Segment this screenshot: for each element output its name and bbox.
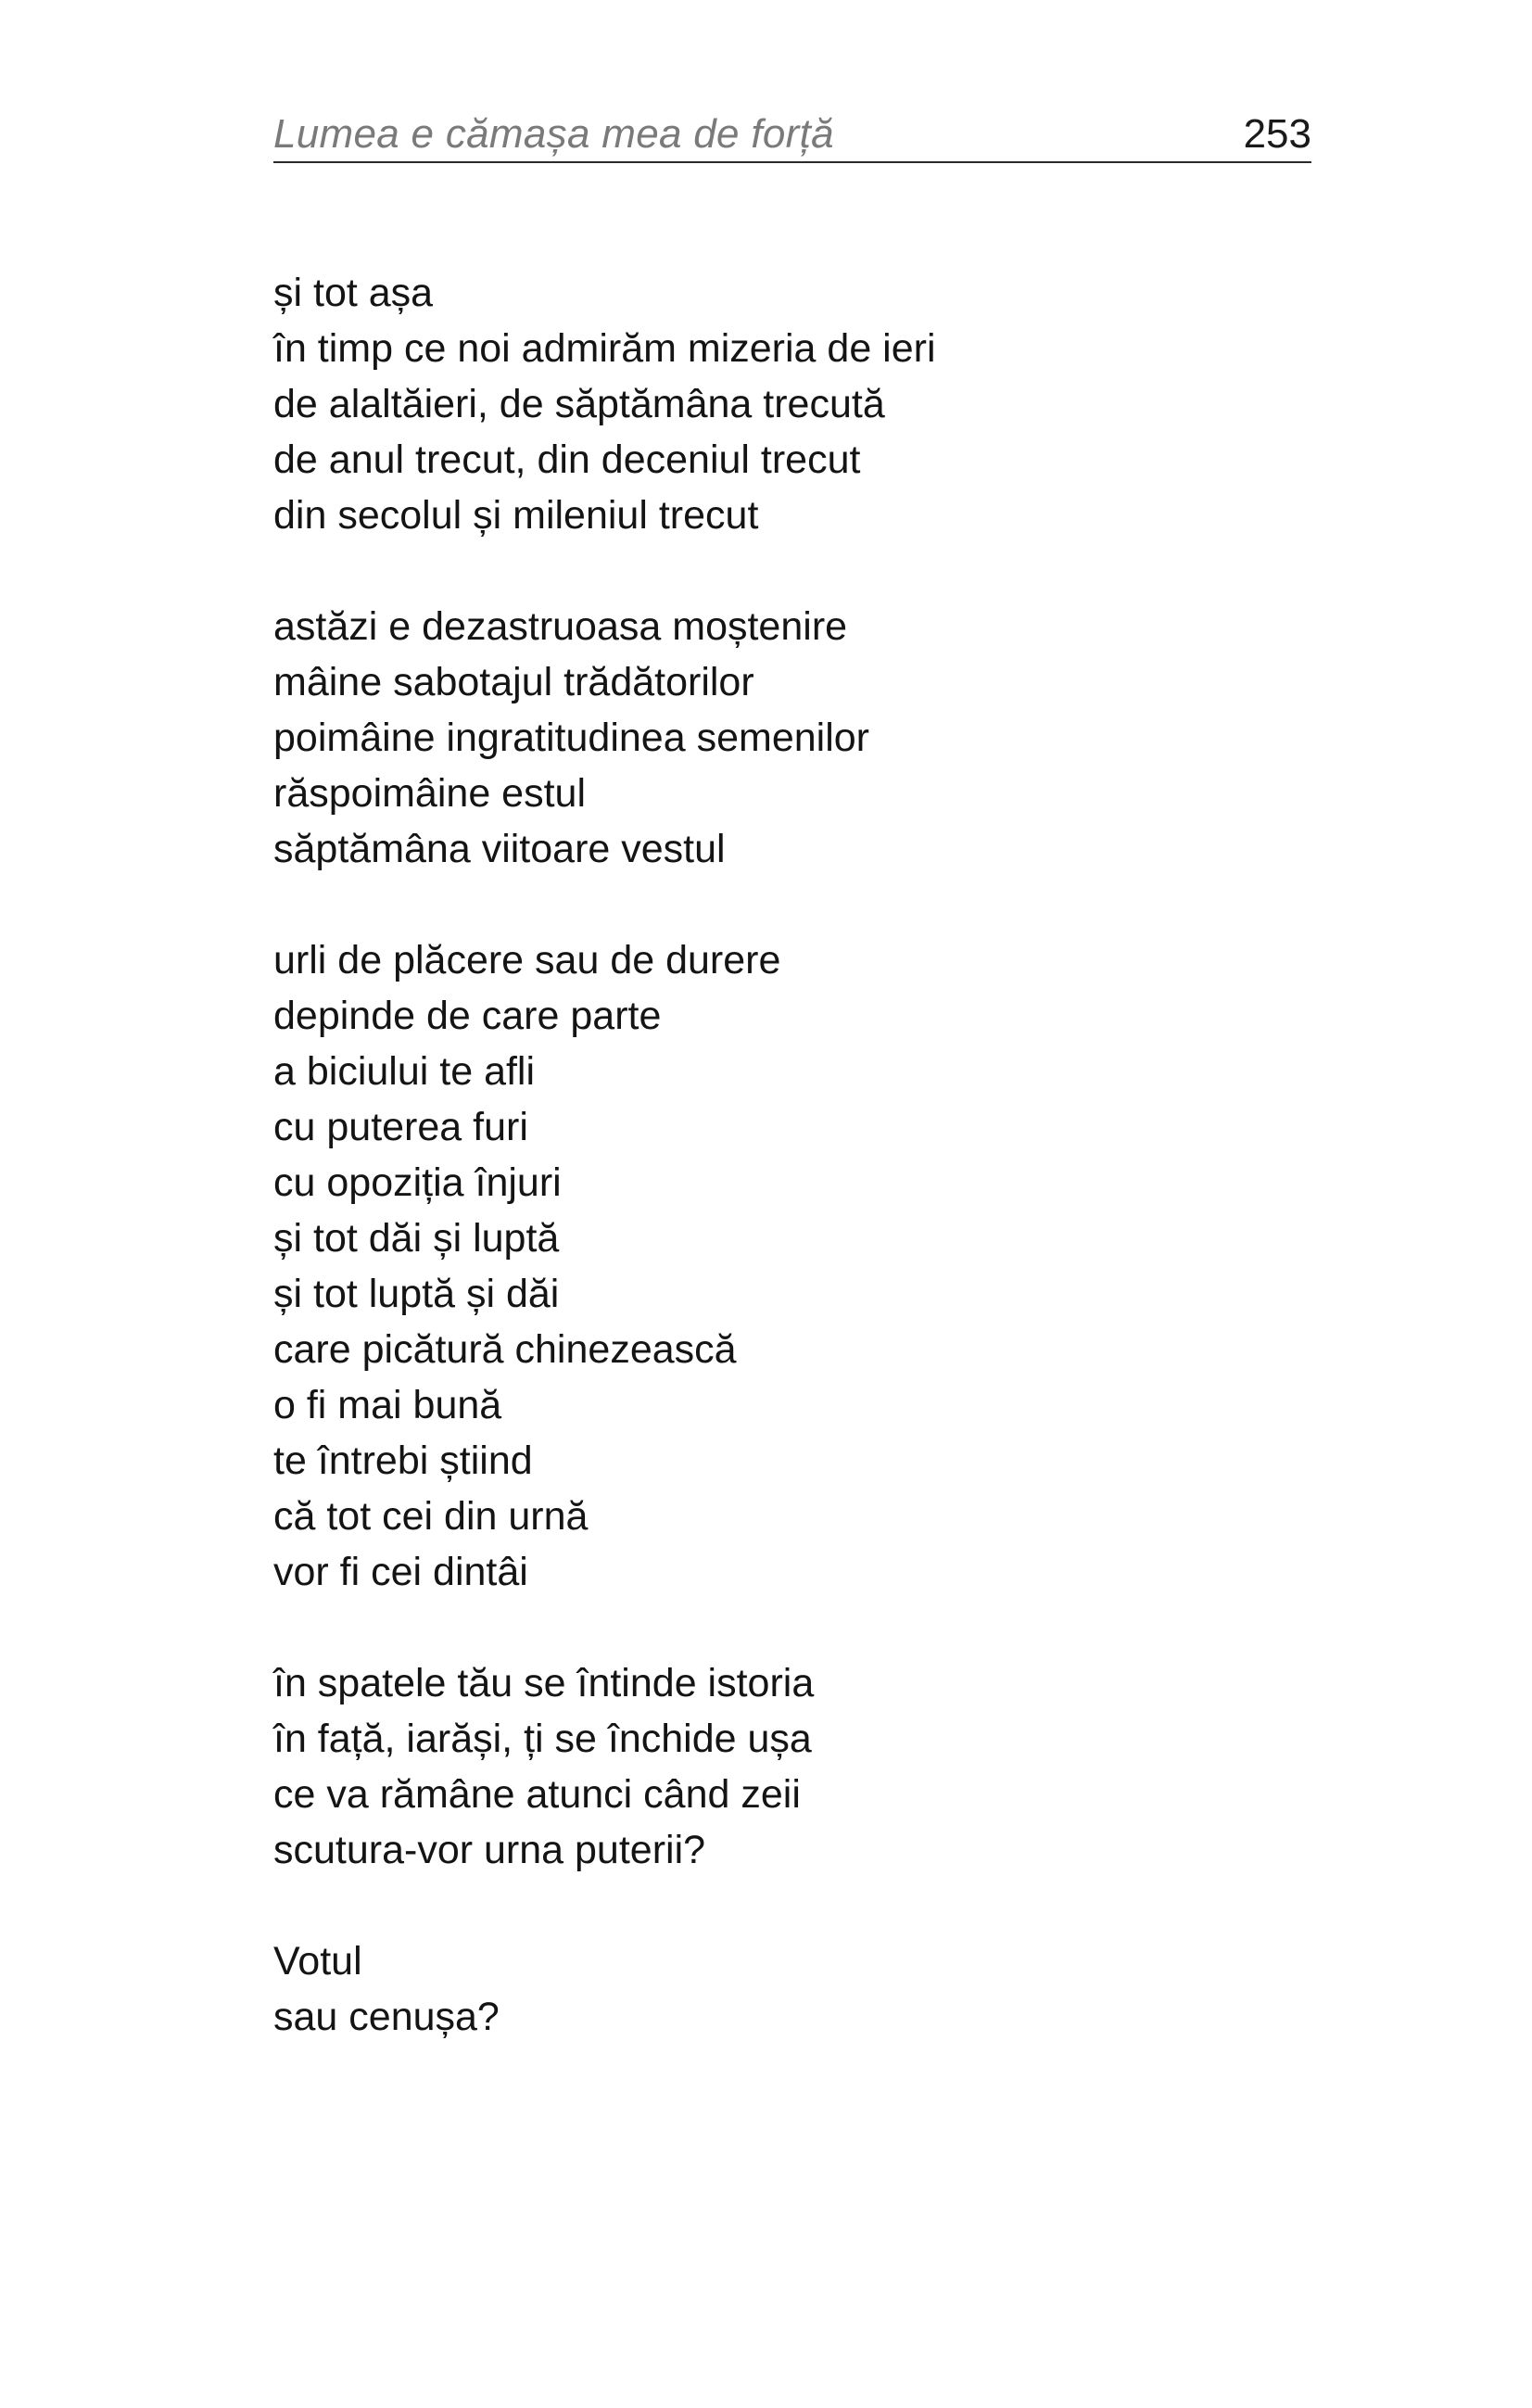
poem-line: și tot dăi și luptă <box>273 1216 560 1261</box>
poem-line: ce va rămâne atunci când zeii <box>273 1772 801 1817</box>
poem-line: și tot luptă și dăi <box>273 1272 560 1316</box>
page-number: 253 <box>1243 111 1311 157</box>
poem-line: sau cenușa? <box>273 1995 500 2039</box>
poem-line: că tot cei din urnă <box>273 1494 589 1539</box>
poem-line: în timp ce noi admirăm mizeria de ieri <box>273 326 936 371</box>
poem-line: mâine sabotajul trădătorilor <box>273 660 754 704</box>
poem-line: și tot așa <box>273 271 434 315</box>
poem-line: Votul <box>273 1939 362 1983</box>
poem-line: de alaltăieri, de săptămâna trecută <box>273 382 885 426</box>
poem-line: urli de plăcere sau de durere <box>273 938 781 982</box>
poem-line: cu puterea furi <box>273 1105 528 1149</box>
poem-line: a biciului te afli <box>273 1049 536 1094</box>
poem-line: în față, iarăși, ți se închide ușa <box>273 1717 812 1761</box>
poem-line: din secolul și mileniul trecut <box>273 493 759 538</box>
poem-line: săptămâna viitoare vestul <box>273 827 726 871</box>
poem-line: depinde de care parte <box>273 994 662 1038</box>
poem-line: în spatele tău se întinde istoria <box>273 1661 815 1705</box>
poem-line: cu opoziția înjuri <box>273 1160 562 1205</box>
running-header <box>273 104 1311 163</box>
stanza-1 <box>273 265 1311 543</box>
poem-line: răspoimâine estul <box>273 771 587 816</box>
poem-line: de anul trecut, din deceniul trecut <box>273 437 861 482</box>
poem-line: care picătură chinezească <box>273 1327 737 1372</box>
poem-line: o fi mai bună <box>273 1383 502 1427</box>
stanza-3 <box>273 932 1311 1600</box>
poem-line: astăzi e dezastruoasa moștenire <box>273 604 848 649</box>
stanza-5 <box>273 1933 1311 2045</box>
poem-line: scutura-vor urna puterii? <box>273 1828 706 1872</box>
poem <box>273 265 1311 2100</box>
poem-line: te întrebi știind <box>273 1438 533 1483</box>
poem-line: poimâine ingratitudinea semenilor <box>273 716 869 760</box>
stanza-2 <box>273 599 1311 877</box>
stanza-4 <box>273 1655 1311 1878</box>
book-title: Lumea e cămașa mea de forță <box>273 111 834 157</box>
poem-line: vor fi cei dintâi <box>273 1550 528 1594</box>
